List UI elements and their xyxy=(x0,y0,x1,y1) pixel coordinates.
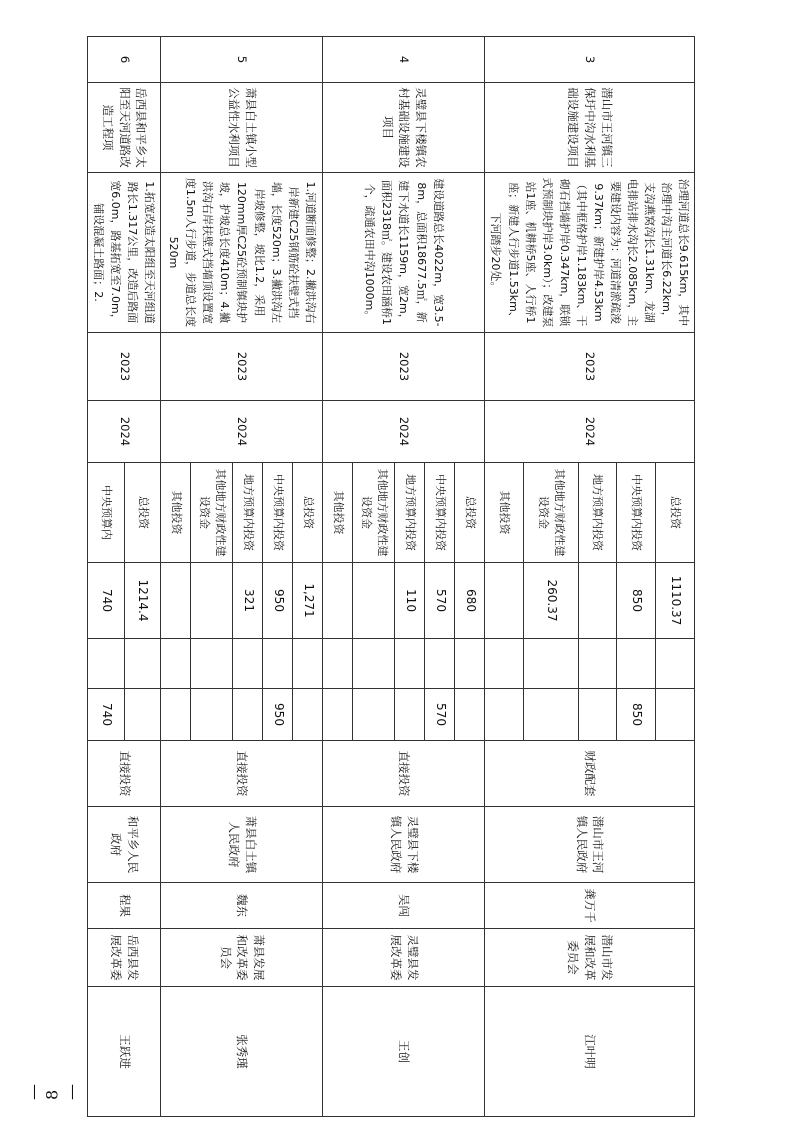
page-number: — 8 — xyxy=(23,1080,81,1100)
project-content: 建设道路总长4022m，宽3.5-8m，总面积18677.5㎡，新建下水道长1159m，宽2m，面积2318㎡。建设农田涵桥1个，疏通农田中沟1000m。 xyxy=(323,173,485,333)
direct-investment xyxy=(233,689,263,741)
project-unit: 潜山市王河镇人民政府 xyxy=(485,807,695,883)
investment-blank xyxy=(578,639,617,689)
supervisor-name: 王跃进 xyxy=(88,987,161,1117)
investment-amount: 1214.4 xyxy=(124,563,161,639)
table-row xyxy=(124,37,161,1117)
direct-investment xyxy=(395,689,425,741)
project-content: 1.河道断面修整；2.撇洪沟右岸新建C25钢筋砼扶壁式挡墙，长度520m；3.撇洪沟左岸坡修整，坡比1.2，采用120mm厚C25砼预制镇块护坡，护坡总长度410m；4.撇洪沟右岸扶壁式挡墙顶设置宽度1.5m人行步道，步道总长度520m xyxy=(161,173,323,333)
investment-amount: 680 xyxy=(455,563,485,639)
project-unit: 灵璧县下楼镇人民政府 xyxy=(323,807,485,883)
direct-investment xyxy=(191,689,233,741)
investment-label: 地方预算内投资 xyxy=(578,463,617,563)
investment-label: 其他投资 xyxy=(161,463,191,563)
project-name: 岳西县和平乡太阳至天河道路改造工程项 xyxy=(88,83,161,173)
investment-amount: 1,271 xyxy=(293,563,323,639)
end-year: 2024 xyxy=(88,401,161,463)
project-number: 3 xyxy=(485,37,695,83)
investment-label: 总投资 xyxy=(124,463,161,563)
investment-method: 直接投资 xyxy=(323,741,485,807)
supervising-dept: 潜山市发展和改革委员会 xyxy=(485,929,695,987)
end-year: 2024 xyxy=(323,401,485,463)
investment-label: 中央预算内投资 xyxy=(617,463,656,563)
project-content: 治理河道总长9.615km，其中治理中沟主河道长6.22km，支沟燕窝沟长1.31km、龙湖电排站排水沟长2.085km，主要建设内容为：河道清淤疏浚9.37km；新建护岸4.53km（其中框格护岸1.183km、干砌石挡墙护岸0.347km，联锁式预制块护岸3.0km）；改建泵站1座、机耕桥5座、人行桥1座；新建人行步道1.53km、下河踏步20处。 xyxy=(485,173,695,333)
responsible-person: 龚万千 xyxy=(485,883,695,929)
responsible-person: 魏东 xyxy=(161,883,323,929)
project-number: 5 xyxy=(161,37,323,83)
direct-investment: 570 xyxy=(425,689,455,741)
supervisor-name: 张秀瑾 xyxy=(161,987,323,1117)
direct-investment xyxy=(323,689,353,741)
direct-investment xyxy=(524,689,578,741)
table-row xyxy=(455,37,485,1117)
direct-investment xyxy=(485,689,524,741)
supervisor-name: 王创 xyxy=(323,987,485,1117)
project-content: 1.拓宽改造太阳组至天河组道路长1.317公里，改造后路面宽6.0m，路基拓宽至7.0m，铺设混凝土路面；2. xyxy=(88,173,161,333)
investment-label: 中央预算内 xyxy=(88,463,125,563)
investment-label: 中央预算内投资 xyxy=(263,463,293,563)
direct-investment xyxy=(293,689,323,741)
investment-blank xyxy=(161,639,191,689)
project-number: 4 xyxy=(323,37,485,83)
supervising-dept: 岳西县发展改革委 xyxy=(88,929,161,987)
investment-amount: 1110.37 xyxy=(656,563,695,639)
investment-amount: 740 xyxy=(88,563,125,639)
investment-blank xyxy=(323,639,353,689)
start-year: 2023 xyxy=(161,333,323,401)
responsible-person: 程果 xyxy=(88,883,161,929)
investment-blank xyxy=(191,639,233,689)
investment-label: 地方预算内投资 xyxy=(395,463,425,563)
investment-blank xyxy=(124,639,161,689)
project-name: 潜山市王河镇三保圩中沟水利基础设施建设项目 xyxy=(485,83,695,173)
start-year: 2023 xyxy=(323,333,485,401)
direct-investment: 950 xyxy=(263,689,293,741)
supervisor-name: 江叶明 xyxy=(485,987,695,1117)
investment-blank xyxy=(656,639,695,689)
investment-amount xyxy=(161,563,191,639)
investment-blank xyxy=(455,639,485,689)
investment-blank xyxy=(293,639,323,689)
direct-investment xyxy=(353,689,395,741)
end-year: 2024 xyxy=(485,401,695,463)
direct-investment xyxy=(161,689,191,741)
project-investment-table xyxy=(87,36,695,1117)
investment-amount: 110 xyxy=(395,563,425,639)
investment-label: 地方预算内投资 xyxy=(233,463,263,563)
investment-blank xyxy=(353,639,395,689)
direct-investment: 740 xyxy=(88,689,125,741)
investment-method: 财政配套 xyxy=(485,741,695,807)
investment-blank xyxy=(395,639,425,689)
investment-blank xyxy=(617,639,656,689)
investment-amount xyxy=(353,563,395,639)
investment-amount: 260.37 xyxy=(524,563,578,639)
direct-investment xyxy=(124,689,161,741)
responsible-person: 吴闯 xyxy=(323,883,485,929)
investment-amount: 321 xyxy=(233,563,263,639)
project-unit: 和平乡人民政府 xyxy=(88,807,161,883)
investment-label: 其他投资 xyxy=(485,463,524,563)
investment-blank xyxy=(88,639,125,689)
investment-blank xyxy=(425,639,455,689)
supervising-dept: 灵璧县发展改革委 xyxy=(323,929,485,987)
investment-amount: 570 xyxy=(425,563,455,639)
investment-amount xyxy=(323,563,353,639)
investment-blank xyxy=(485,639,524,689)
investment-amount xyxy=(578,563,617,639)
investment-label: 总投资 xyxy=(656,463,695,563)
investment-amount: 950 xyxy=(263,563,293,639)
project-name: 萧县白土镇小型公益性水利项目 xyxy=(161,83,323,173)
end-year: 2024 xyxy=(161,401,323,463)
investment-amount xyxy=(485,563,524,639)
investment-blank xyxy=(233,639,263,689)
project-unit: 萧县白土镇人民政府 xyxy=(161,807,323,883)
supervising-dept: 萧县发展和改革委员会 xyxy=(161,929,323,987)
investment-method: 直接投资 xyxy=(161,741,323,807)
direct-investment xyxy=(455,689,485,741)
investment-label: 其他地方财政性建设资金 xyxy=(191,463,233,563)
direct-investment xyxy=(578,689,617,741)
project-number: 6 xyxy=(88,37,161,83)
investment-label: 总投资 xyxy=(455,463,485,563)
table-row xyxy=(293,37,323,1117)
investment-label: 其他投资 xyxy=(323,463,353,563)
direct-investment xyxy=(656,689,695,741)
direct-investment: 850 xyxy=(617,689,656,741)
investment-method: 直接投资 xyxy=(88,741,161,807)
investment-blank xyxy=(524,639,578,689)
investment-label: 中央预算内投资 xyxy=(425,463,455,563)
investment-amount xyxy=(191,563,233,639)
project-name: 灵璧县下楼镇农村基础设施建设项目 xyxy=(323,83,485,173)
investment-label: 总投资 xyxy=(293,463,323,563)
investment-label: 其他地方财政性建设资金 xyxy=(353,463,395,563)
investment-amount: 850 xyxy=(617,563,656,639)
table-row xyxy=(656,37,695,1117)
investment-label: 其他地方财政性建设资金 xyxy=(524,463,578,563)
start-year: 2023 xyxy=(88,333,161,401)
start-year: 2023 xyxy=(485,333,695,401)
investment-blank xyxy=(263,639,293,689)
